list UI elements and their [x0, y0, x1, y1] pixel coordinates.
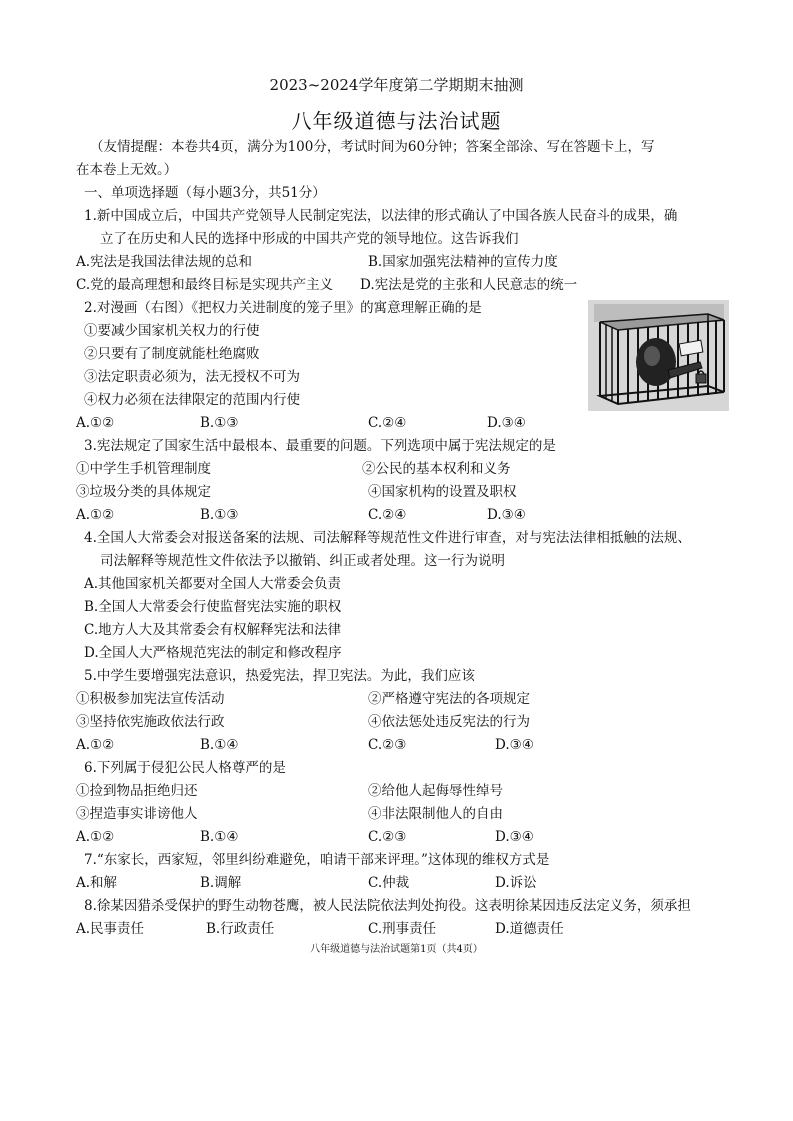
question-4-option-b: B.全国人大常委会行使监督宪法实施的职权	[84, 599, 342, 615]
question-8-stem: 8.徐某因猎杀受保护的野生动物苍鹰，被人民法院依法判处拘役。这表明徐某因违反法定义务，须承担	[84, 898, 691, 914]
question-3-statement-1: ①中学生手机管理制度	[76, 461, 211, 477]
notice-line-2: 在本卷上无效。）	[76, 162, 178, 178]
question-6-option-b: B.①④	[200, 829, 239, 845]
question-8-option-d: D.道德责任	[495, 921, 564, 937]
question-5-statement-2: ②严格遵守宪法的各项规定	[368, 691, 530, 707]
question-3-statement-4: ④国家机构的设置及职权	[368, 484, 517, 500]
question-6-option-a: A.①②	[76, 829, 115, 845]
cage-cartoon-image	[588, 300, 729, 411]
question-7-option-a: A.和解	[76, 875, 118, 891]
question-8-option-b: B.行政责任	[206, 921, 275, 937]
question-3-option-b: B.①③	[200, 507, 239, 523]
question-3-statement-2: ②公民的基本权利和义务	[362, 461, 511, 477]
question-7-option-c: C.仲裁	[368, 875, 410, 891]
question-3-option-a: A.①②	[76, 507, 115, 523]
question-7-option-d: D.诉讼	[495, 875, 537, 891]
question-7-stem: 7.“东家长，西家短，邻里纠纷难避免，咱请干部来评理。”这体现的维权方式是	[84, 852, 550, 868]
question-1-option-b: B.国家加强宪法精神的宣传力度	[368, 254, 558, 270]
question-5-statement-1: ①积极参加宪法宣传活动	[76, 691, 225, 707]
exam-term-title: 2023~2024学年度第二学期期末抽测	[269, 76, 524, 94]
section-heading: 一、单项选择题（每小题3分，共51分）	[84, 185, 326, 201]
question-2-option-b: B.①③	[200, 415, 239, 431]
question-3-option-d: D.③④	[487, 507, 526, 523]
question-6-statement-4: ④非法限制他人的自由	[368, 806, 503, 822]
question-3-statement-3: ③垃圾分类的具体规定	[76, 484, 211, 500]
question-2-statement-1: ①要减少国家机关权力的行使	[84, 323, 260, 339]
question-4-stem-line-1: 4.全国人大常委会对报送备案的法规、司法解释等规范性文件进行审查，对与宪法法律相抵触的法规、	[84, 530, 691, 546]
exam-subject-title: 八年级道德与法治试题	[291, 109, 502, 133]
question-2-statement-3: ③法定职责必须为，法无授权不可为	[84, 369, 300, 385]
question-4-option-d: D.全国人大严格规范宪法的制定和修改程序	[84, 645, 342, 661]
question-6-option-c: C.②③	[368, 829, 407, 845]
question-3-option-c: C.②④	[368, 507, 407, 523]
question-4-option-c: C.地方人大及其常委会有权解释宪法和法律	[84, 622, 342, 638]
notice-line-1: （友情提醒：本卷共4页，满分为100分，考试时间为60分钟；答案全部涂、写在答题卡上，写	[90, 139, 655, 155]
question-1-stem-line-1: 1.新中国成立后，中国共产党领导人民制定宪法，以法律的形式确认了中国各族人民奋斗的成果，确	[84, 208, 678, 224]
question-5-stem: 5.中学生要增强宪法意识，热爱宪法，捍卫宪法。为此，我们应该	[84, 668, 475, 684]
question-3-stem: 3.宪法规定了国家生活中最根本、最重要的问题。下列选项中属于宪法规定的是	[84, 438, 556, 454]
question-5-option-a: A.①②	[76, 737, 115, 753]
question-5-option-b: B.①④	[200, 737, 239, 753]
question-2-option-c: C.②④	[368, 415, 407, 431]
question-2-option-a: A.①②	[76, 415, 115, 431]
page-footer: 八年级道德与法治试题第1页（共4页）	[310, 944, 483, 955]
question-8-option-c: C.刑事责任	[368, 921, 437, 937]
question-2-option-d: D.③④	[487, 415, 526, 431]
question-6-stem: 6.下列属于侵犯公民人格尊严的是	[84, 760, 286, 776]
question-5-statement-3: ③坚持依宪施政依法行政	[76, 714, 225, 730]
question-6-option-d: D.③④	[495, 829, 534, 845]
question-2-statement-2: ②只要有了制度就能杜绝腐败	[84, 346, 260, 362]
question-1-option-d: D.宪法是党的主张和人民意志的统一	[360, 277, 578, 293]
question-2-statement-4: ④权力必须在法律限定的范围内行使	[84, 392, 300, 408]
question-4-stem-line-2: 司法解释等规范性文件依法予以撤销、纠正或者处理。这一行为说明	[100, 553, 505, 569]
question-1-option-c: C.党的最高理想和最终目标是实现共产主义	[76, 277, 334, 293]
question-4-option-a: A.其他国家机关都要对全国人大常委会负责	[84, 576, 342, 592]
question-2-stem: 2.对漫画（右图）《把权力关进制度的笼子里》的寓意理解正确的是	[84, 300, 482, 316]
question-6-statement-1: ①捡到物品拒绝归还	[76, 783, 198, 799]
question-8-option-a: A.民事责任	[76, 921, 145, 937]
question-7-option-b: B.调解	[200, 875, 242, 891]
question-5-statement-4: ④依法惩处违反宪法的行为	[368, 714, 530, 730]
question-1-stem-line-2: 立了在历史和人民的选择中形成的中国共产党的领导地位。这告诉我们	[100, 231, 519, 247]
question-5-option-c: C.②③	[368, 737, 407, 753]
question-5-option-d: D.③④	[495, 737, 534, 753]
question-6-statement-3: ③捏造事实诽谤他人	[76, 806, 198, 822]
question-1-option-a: A.宪法是我国法律法规的总和	[76, 254, 253, 270]
question-6-statement-2: ②给他人起侮辱性绰号	[368, 783, 503, 799]
